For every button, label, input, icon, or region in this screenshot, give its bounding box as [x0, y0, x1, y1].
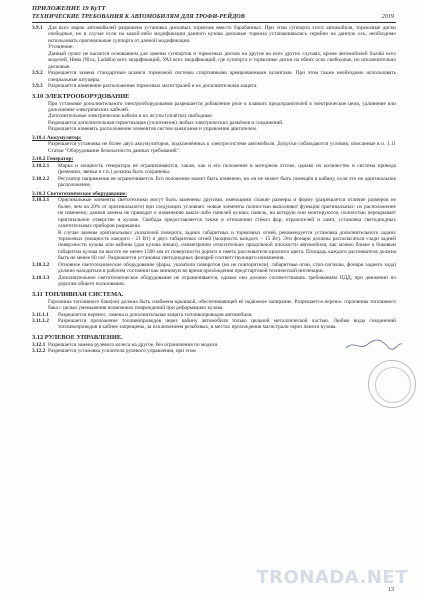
clause-number: 3.10.3.3 [32, 274, 50, 281]
clause-number: 3.9.3 [32, 83, 43, 90]
clause-3-10-2-1 [32, 163, 396, 176]
clause-3-11-1-2 [32, 318, 396, 331]
clause-text: Разрешается установка усилителя рулевого управления, при этом [48, 348, 196, 355]
clause-text: Разрешается замена рулевого колеса на другое, без ограничения по модели. [48, 341, 219, 348]
generator-heading: 3.10.2 Генератор: [32, 156, 74, 163]
document-year: 2019 [381, 13, 394, 20]
clause-number: 3.9.1 [32, 25, 43, 31]
clause-number: 3.10.3.2 [32, 261, 50, 268]
electrical-intro-1: При установке дополнительного электрооборудования разрешается добавление реле и плавких предохранителей в электрические цепи, удлинение или дополнение электрических кабелей. [48, 100, 396, 113]
clarification-label: Уточнение: [48, 44, 74, 51]
section-title-steering: 3.12 РУЛЕВОЕ УПРАВЛЕНИЕ. [32, 333, 123, 341]
clause-text: Для всех марок автомобилей разрешена установка дисковых тормозов вместо барабанных. При этом суппорта этого автомобиля, тормозные диски свободные, но в случае если на какой-либо модификации данного кузова дисковые тормоза устанавливались серийно на данную ось, необходимо использовать оригинальные суппорта от данной модификации. [48, 25, 396, 44]
lighting-replacement-text: В случае замены оригинальных указателей поворота, задних габаритных и тормозных огней, рекомендуется установка дополнительного задних тормозных (мощность каждого - 21 Вт) и двух габаритных огней (мощность каждого – 15 Вт). Эти фонари должны располагаться сзади задней поверхности кузова или кабины (для кузова пикап), симметрично относительно продольной плоскости автомобиля, как можно ближе к боковым габаритам кузова на высоте не менее 1500 мм от поверхности дороги и иметь рассеиватели красного цвета. Площадь каждого рассеивателя должна быть не менее 60 см². Разрешается установка светодиодных фонарей соответствующего назначения. [58, 229, 396, 262]
clause-text: Оригинальные элементы светотехники могут быть заменены другими, имеющими схожие размеры и форму (разрешается отличие размеров не более, чем на 20% от оригинального) при следующих условиях: новые элементы полностью выполняют функции оригинальных; их расположение не изменено; данная замена не приводит к изменению каких-либо панелей кузова; панель, на которую они монтируются, полностью перекрывает оригинальное отверстие в кузове. Свобода предоставляется также в отношении стёкол фар, отражателей и ламп, установка светодиодных осветительных приборов разрешена. [58, 197, 396, 230]
clause-number: 3.12.1 [32, 341, 46, 348]
clause-3-10-3-2 [32, 262, 396, 275]
electrical-intro-3: Разрешается дополнительная герметизация (уплотнение) любых электрических разъёмов и соединений. [48, 119, 284, 126]
stamp-inner-ring [375, 367, 411, 403]
clause-number: 3.11.1.2 [32, 318, 49, 324]
official-stamp [368, 360, 416, 408]
lighting-heading: 3.10.3 Светотехническое оборудование: [32, 190, 128, 197]
clause-text: Разрешается проложение топливопроводов через кабину автомобиля только цельной металлической частью. Любые виды соединений топливопроводов в кабине запрещены, за исключением резьбовых, в местах прохождения магистрали через панели кузова. [58, 318, 396, 331]
document-title: ТЕХНИЧЕСКИЕ ТРЕБОВАНИЯ К АВТОМОБИЛЯМ ДЛЯ ТРОФИ-РЕЙДОВ [32, 13, 245, 20]
watermark-logo: TRONADA.NET [256, 567, 408, 588]
fuel-intro: Горловина топливного бака(ов) должна быть снабжена крышкой, обеспечивающей её надёжное запирание. Разрешается перенос горловины топливного бака с целью уменьшения возможных повреждений при деформациях кузова. [48, 298, 396, 312]
clause-text: Разрешается перенос, замена и дополнительная защита топливопроводов автомобиля. [58, 311, 253, 318]
clause-3-10-2-2 [32, 176, 396, 189]
section-title-fuel: 3.11 ТОПЛИВНАЯ СИСТЕМА. [32, 290, 124, 298]
document-title-bar [32, 13, 396, 23]
electrical-intro-2: Дополнительные электрические кабели и их жгуты (оплётка) свободные. [48, 113, 214, 120]
clause-3-10-3-1 [32, 197, 396, 229]
electrical-intro-4: Разрешается изменять расположение элементов систем зажигания и управления двигателем. [48, 126, 258, 133]
clause-text: Регулятор напряжения не ограничивается. Его положение может быть изменено, но он не может быть помещён в кабину, если это не оригинальное расположение. [58, 175, 396, 189]
clause-3-9-1 [32, 25, 396, 44]
clause-3-9-2 [32, 70, 396, 83]
clause-3-12-2 [32, 348, 396, 354]
appendix-header: ПРИЛОЖЕНИЕ 19 КуТТ [32, 5, 106, 12]
section-title-electrical: 3.10 ЭЛЕКТРООБОРУДОВАНИЕ [32, 92, 130, 100]
clause-number: 3.12.2 [32, 348, 46, 355]
clause-number: 3.10.2.1 [32, 162, 50, 169]
battery-text: Разрешается установка не более двух аккумуляторов, подключённых к электросистеме автомобиля. Допуски соблюдаются условия, описанные в п. 1.11 Статьи "Оборудование безопасности данных требований". [48, 141, 396, 154]
battery-heading: 3.10.1 Аккумулятор: [32, 134, 82, 141]
clause-text: Основное светотехническое оборудование (фары, указатели поворотов (но не повторители), габаритные огни, стоп-сигналы, фонари заднего хода) должно находиться в рабочем состоянии как минимум во время прохождения предстартовой технической инспекции. [58, 261, 396, 275]
clause-text: Разрешается замена стандартные шланги тормозной системы спортивными армированными шлангами. При этом также необходимо использовать специальные штуцеры. [48, 70, 396, 83]
clause-text: Разрешается изменение расположения тормозных магистралей и их дополнительная защита. [48, 83, 258, 90]
clause-3-10-3-3 [32, 275, 396, 288]
signature-mark [344, 338, 404, 352]
clarification-text: Данный пункт не касается основанием для замены суппортов и тормозных дисков на другие во всех других случаях, кроме автомобилей Suzuki всех моделей, Нива (Niva, LadaКа) всех модификаций, УАЗ всех модификаций, где суппорта и тормозные диски на обеих осях свободные, но исключительно дисковые. [48, 50, 396, 70]
clause-number: 3.9.2 [32, 70, 43, 77]
clause-3-9-3 [32, 83, 396, 89]
clause-text: Дополнительное светотехническое оборудование не ограничивается, однако оно должно соответствовать требованиям ПДД, при движении по дорогам общего пользования. [58, 274, 396, 288]
clause-number: 3.10.2.2 [32, 175, 50, 182]
clause-number: 3.11.1.1 [32, 311, 49, 318]
clause-number: 3.10.3.1 [32, 197, 50, 204]
page-number: 13 [388, 587, 394, 593]
clause-text: Марка и мощность генератора не ограничиваются, также, как и его положение в моторном отсеке, однако их количество и система привода (ремешки, звенья и т.п.) должны быть сохранены. [58, 162, 396, 176]
